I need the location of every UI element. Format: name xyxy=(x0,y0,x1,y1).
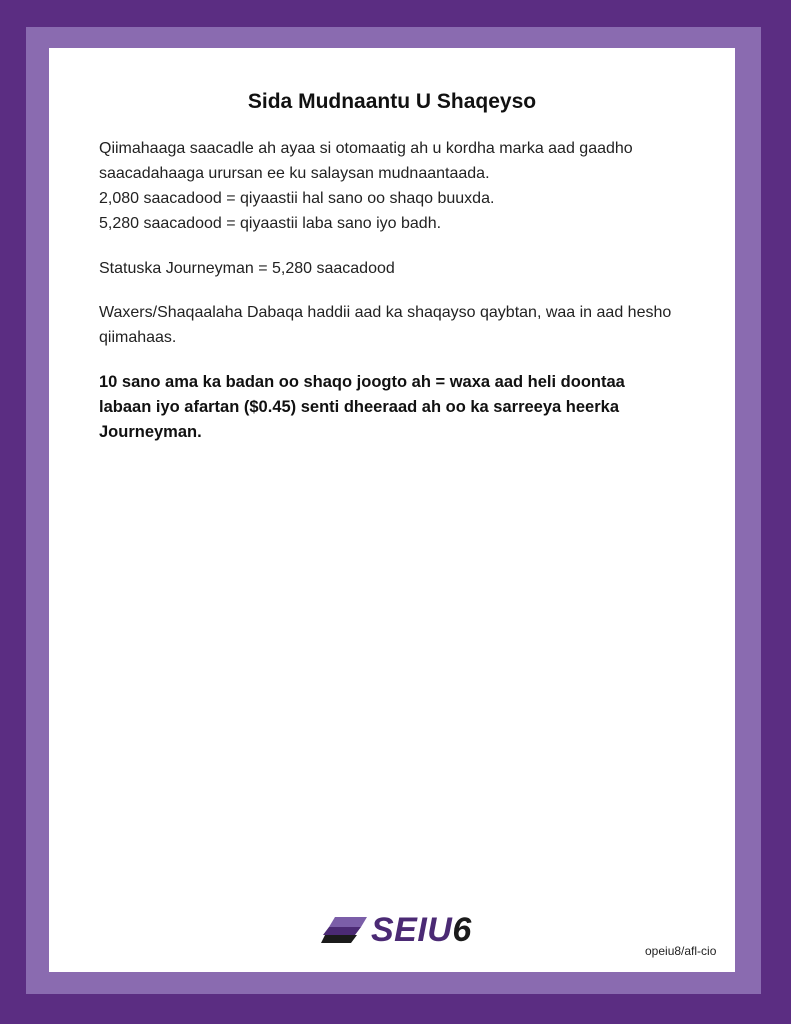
hours-two-half-years: 5,280 saacadood = qiyaastii laba sano iyo badh. xyxy=(99,215,442,232)
paragraph-ten-years-bonus: 10 sano ama ka badan oo shaqo joogto ah = waxa aad heli doontaa labaan iyo afartan ($0.45) senti dheeraad ah oo ka sarreeya heerka Journeyman. xyxy=(99,373,625,441)
logo-number-text: 6 xyxy=(452,911,472,949)
paragraph-waxers: Waxers/Shaqaalaha Dabaqa haddii aad ka shaqayso qaybtan, waa in aad hesho qiimahaas. xyxy=(99,304,672,346)
document-page xyxy=(49,48,735,972)
paragraph-hours xyxy=(99,136,679,236)
parallelogram-stack-icon xyxy=(321,915,367,945)
page-title: Sida Mudnaantu U Shaqeyso xyxy=(247,90,537,113)
logo-wordmark xyxy=(371,912,472,948)
hours-one-year: 2,080 saacadood = qiyaastii hal sano oo shaqo buuxda. xyxy=(99,190,495,207)
seiu6-logo xyxy=(321,912,472,948)
paragraph-journeyman-status: Statuska Journeyman = 5,280 saacadood xyxy=(99,260,395,277)
hours-explanation: Qiimahaaga saacadle ah ayaa si otomaatig ah u kordha marka aad gaadho saacadahaaga urursan ee ku salaysan mudnaantaada. xyxy=(99,140,633,182)
logo-seiu-text: SEIU xyxy=(371,911,453,949)
affiliation-text: opeiu8/afl-cio xyxy=(645,944,717,958)
